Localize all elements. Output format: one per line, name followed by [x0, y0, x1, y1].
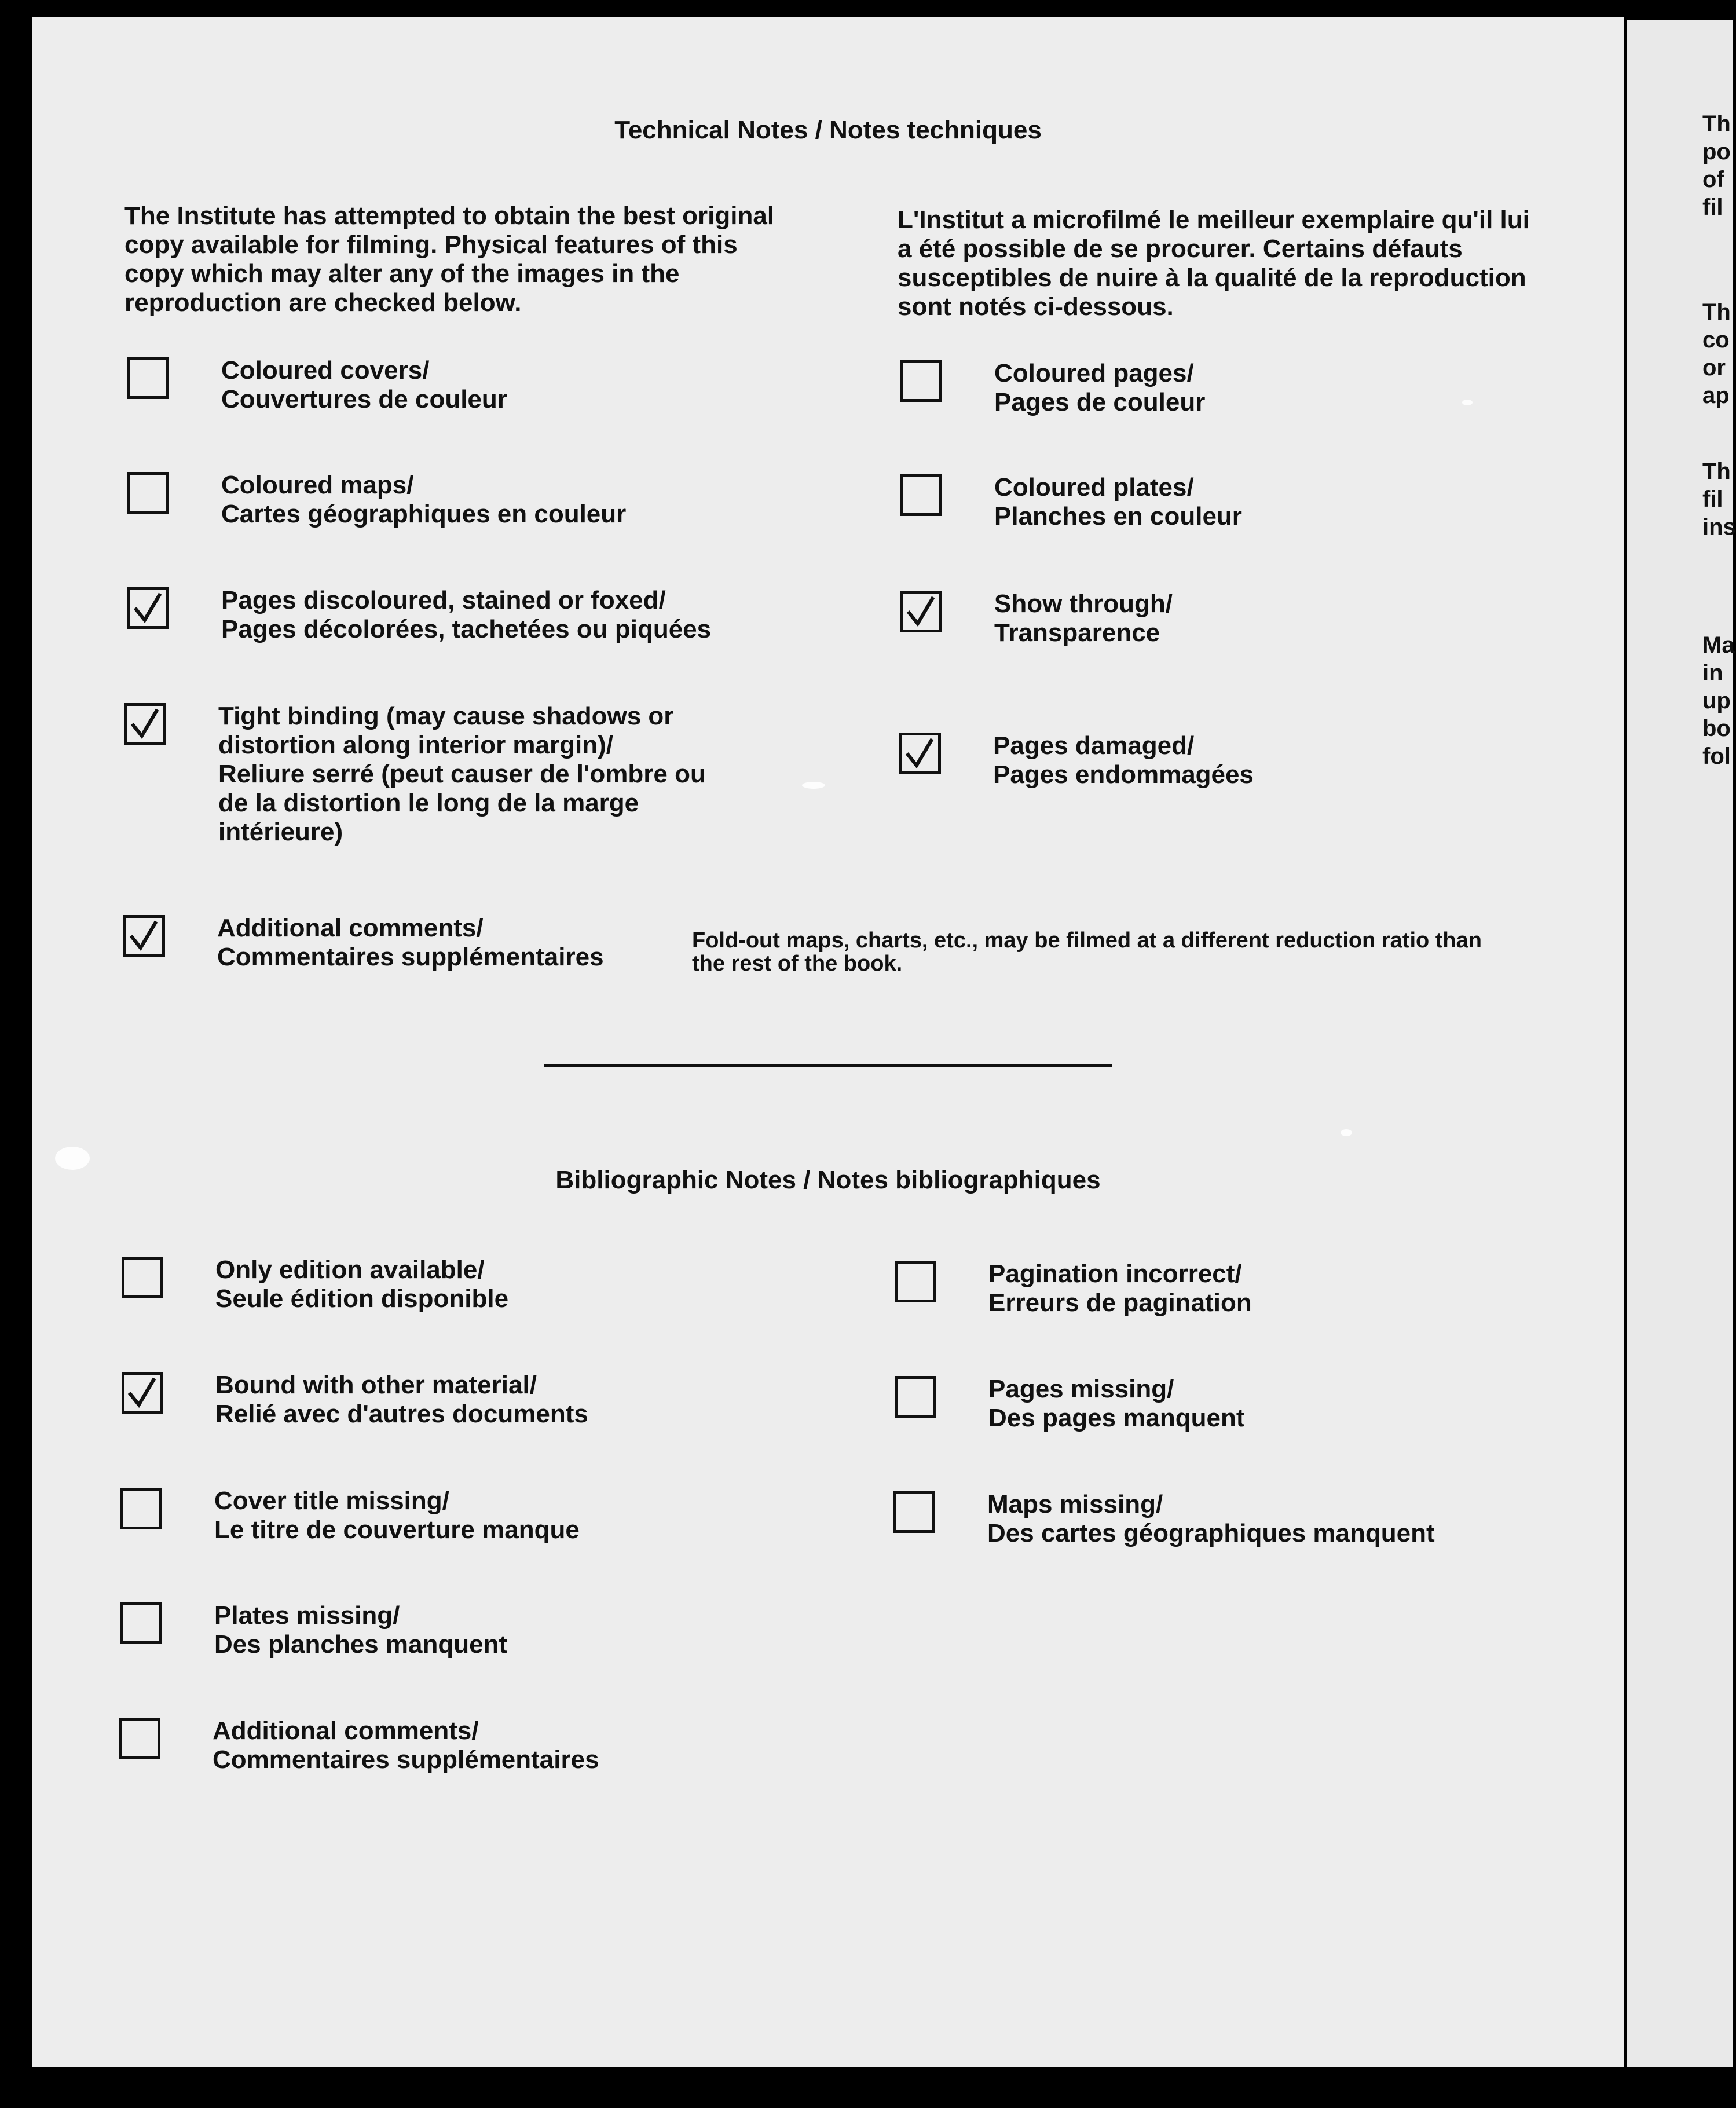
checkbox[interactable] — [893, 1491, 935, 1533]
checkbox-label: Pages missing/ Des pages manquent — [988, 1375, 1245, 1432]
checkbox-label: Pages discoloured, stained or foxed/ Pages décolorées, tachetées ou piquées — [221, 586, 712, 643]
checkbox-label: Pages damaged/ Pages endommagées — [993, 731, 1254, 789]
checkbox-item-coloured-covers — [127, 356, 507, 414]
checkbox-label: Bound with other material/ Relié avec d'autres documents — [215, 1371, 588, 1428]
checkbox-item-tight-binding — [124, 702, 706, 847]
checkbox-label: Pagination incorrect/ Erreurs de pagination — [988, 1260, 1252, 1317]
checkbox-label: Show through/ Transparence — [994, 590, 1173, 647]
checkbox-item-maps-missing — [893, 1490, 1435, 1548]
checkbox[interactable] — [122, 1257, 163, 1298]
checkbox-label: Cover title missing/ Le titre de couverture manque — [214, 1487, 580, 1544]
next-page-fragment: Th fil ins — [1702, 459, 1736, 540]
bibliographic-notes-heading: Bibliographic Notes / Notes bibliographiques — [555, 1166, 1101, 1194]
checkbox-label: Only edition available/ Seule édition disponible — [215, 1256, 509, 1313]
checkbox[interactable] — [895, 1376, 936, 1418]
checkbox-item-pages-missing — [895, 1375, 1245, 1433]
checkbox-label: Maps missing/ Des cartes géographiques manquent — [987, 1490, 1435, 1547]
dust-speck — [55, 1147, 90, 1170]
checkbox[interactable] — [120, 1602, 162, 1644]
checkbox-item-additional-comments — [123, 914, 604, 972]
adjacent-page-edge — [1627, 20, 1736, 2067]
checkbox-label: Additional comments/ Commentaires supplémentaires — [213, 1717, 599, 1774]
technical-notes-heading: Technical Notes / Notes techniques — [614, 116, 1042, 144]
dust-speck — [802, 782, 825, 789]
dust-speck — [1462, 400, 1473, 405]
checkbox-checked[interactable] — [122, 1372, 163, 1414]
checkbox-label: Tight binding (may cause shadows or distortion along interior margin)/ Reliure serré (peut causer de l'ombre ou de la distortion le long de la marge intérieure) — [218, 702, 706, 846]
next-page-fragment: Th co or ap — [1702, 299, 1731, 408]
checkbox[interactable] — [120, 1488, 162, 1529]
checkbox[interactable] — [119, 1718, 160, 1759]
checkbox-checked[interactable] — [127, 587, 169, 629]
checkmark-icon — [124, 1375, 160, 1411]
dust-speck — [1341, 1129, 1352, 1136]
checkbox-item-coloured-maps — [127, 471, 626, 529]
checkbox-checked[interactable] — [899, 733, 941, 774]
checkbox-item-plates-missing — [120, 1601, 507, 1659]
checkbox-checked[interactable] — [123, 915, 165, 957]
checkmark-icon — [902, 735, 938, 771]
checkbox-item-bound-with — [122, 1371, 588, 1429]
checkbox-item-cover-title-missing — [120, 1487, 580, 1545]
checkbox[interactable] — [900, 360, 942, 402]
next-page-fragment: Th po of fil — [1702, 111, 1731, 220]
checkbox-item-pagination-incorrect — [895, 1260, 1252, 1318]
checkbox-item-pages-discoloured — [127, 586, 711, 644]
additional-comments-text: Fold-out maps, charts, etc., may be filmed at a different reduction ratio than the rest of the book. — [692, 928, 1482, 976]
checkbox-item-coloured-pages — [900, 359, 1205, 417]
checkmark-icon — [130, 590, 166, 626]
section-divider — [544, 1064, 1112, 1067]
checkbox-label: Coloured covers/ Couvertures de couleur — [221, 356, 507, 413]
document-page — [32, 17, 1624, 2067]
checkmark-icon — [126, 918, 162, 954]
checkbox-label: Coloured pages/ Pages de couleur — [994, 359, 1206, 416]
checkbox[interactable] — [127, 472, 169, 514]
checkbox[interactable] — [127, 357, 169, 399]
checkbox-checked[interactable] — [124, 703, 166, 745]
checkbox[interactable] — [895, 1261, 936, 1302]
checkmark-icon — [903, 594, 939, 630]
checkbox-item-bib-additional-comments — [119, 1717, 599, 1774]
checkbox-label: Coloured maps/ Cartes géographiques en couleur — [221, 471, 627, 528]
checkbox-checked[interactable] — [900, 591, 942, 632]
checkbox-item-coloured-plates — [900, 473, 1242, 531]
checkbox-label: Coloured plates/ Planches en couleur — [994, 473, 1242, 530]
checkmark-icon — [127, 706, 163, 742]
checkbox-item-only-edition — [122, 1256, 508, 1313]
checkbox-item-show-through — [900, 590, 1173, 647]
checkbox-label: Additional comments/ Commentaires supplémentaires — [217, 914, 604, 971]
checkbox-item-pages-damaged — [899, 731, 1254, 789]
next-page-fragment: Ma in up bo fol — [1702, 632, 1735, 769]
intro-french: L'Institut a microfilmé le meilleur exemplaire qu'il lui a été possible de se procurer. Certains défauts susceptibles de nuire à la qualité de la reproduction sont notés ci-dessous. — [898, 206, 1530, 321]
intro-english: The Institute has attempted to obtain the best original copy available for filming. Physical features of this copy which may alter any of the images in the reproduction are checked below. — [124, 202, 775, 317]
checkbox[interactable] — [900, 474, 942, 516]
checkbox-label: Plates missing/ Des planches manquent — [214, 1601, 508, 1659]
